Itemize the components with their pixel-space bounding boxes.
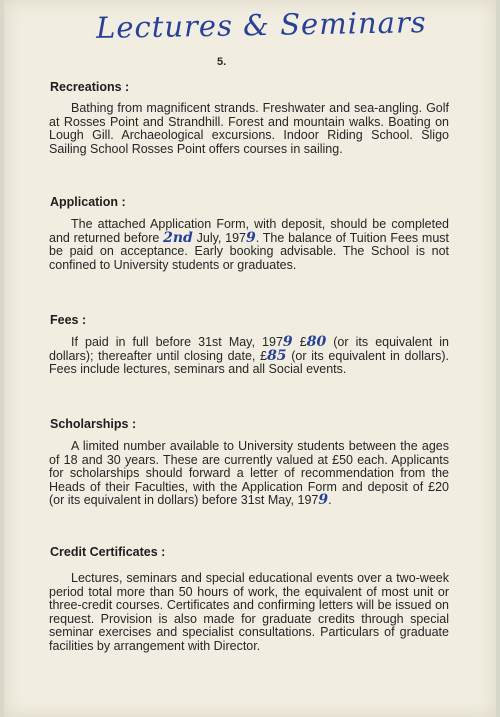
handwritten-year: 9	[318, 492, 329, 508]
handwritten-date: 2nd	[163, 229, 193, 246]
recreations-text: Bathing from magnificent strands. Freshwater and sea-angling. Golf at Rosses Point and Strandhill. Forest and mountain walks. Boating on Lough Gill. Archaeological excursions. Indoor Riding School. Sligo Sailing School Rosses Point offers courses in sailing.	[49, 101, 449, 156]
scholarships-text: A limited number available to University students between the ages of 18 and 30 years. These are currently valued at £50 each. Applicants for scholarships should forward a letter of recommendation from the Heads of their Faculties, with the Application Form and deposit of £20 (or its equivalent in dollars) before 31st May, 1979.	[49, 439, 449, 508]
handwritten-annotation: Lectures & Seminars	[95, 5, 427, 45]
handwritten-year: 9	[282, 334, 293, 350]
application-text: The attached Application Form, with deposit, should be completed and returned before 2nd July, 1979. The balance of Tuition Fees must be paid on acceptance. Early booking advisable. The School is not confined to University students or graduates.	[49, 217, 450, 272]
fees-text: If paid in full before 31st May, 1979 £80 (or its equivalent in dollars); thereafter until closing date, £85 (or its equivalent in dollars). Fees include lectures, seminars and all Social events.	[49, 334, 449, 376]
credit-certificates-text: Lectures, seminars and special educational events over a two-week period total more than 50 hours of work, the equivalent of most unit or three-credit courses. Certificates and confirming letters will be issued on request. Provision is also made for graduate credits through special seminar exercises and specialist consultations. Particulars of graduate facilities by arrangement with Director.	[49, 571, 449, 653]
page-number: 5.	[217, 56, 227, 68]
credit-certificates-heading: Credit Certificates :	[50, 545, 166, 559]
application-heading: Application :	[50, 195, 126, 209]
document-page	[4, 0, 496, 717]
handwritten-fee: 80	[306, 334, 327, 350]
handwritten-fee-late: 85	[267, 347, 287, 364]
scholarships-heading: Scholarships :	[50, 417, 137, 431]
fees-heading: Fees :	[50, 313, 87, 327]
handwritten-year: 9	[246, 229, 256, 246]
recreations-heading: Recreations :	[50, 80, 130, 94]
